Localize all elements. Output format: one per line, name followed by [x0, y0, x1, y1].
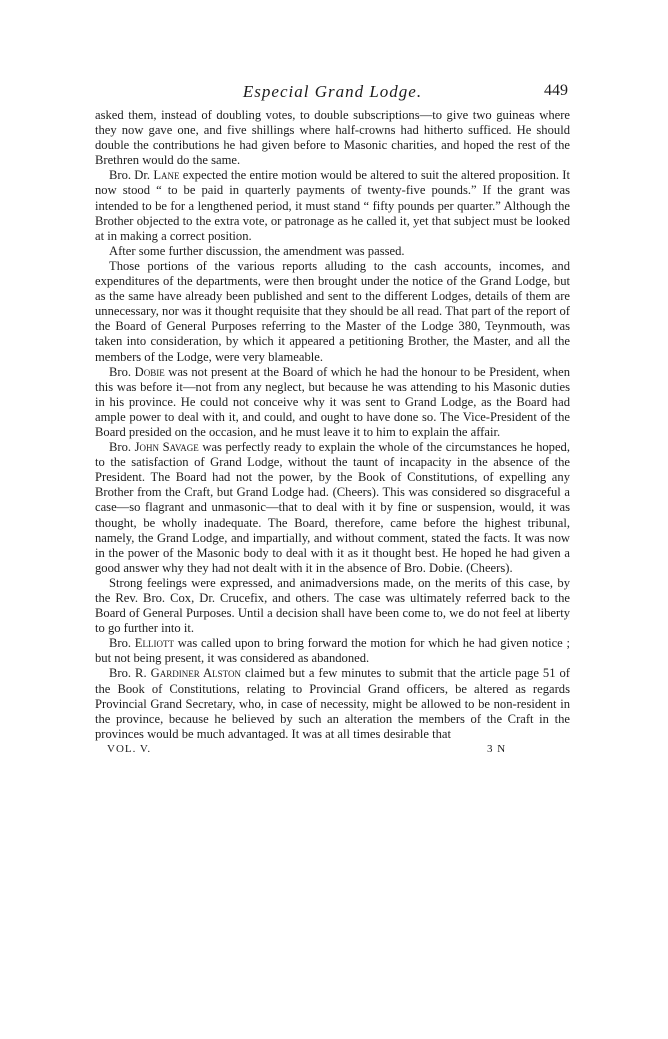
- book-page: [95, 82, 570, 759]
- paragraph-text: was not present at the Board of which he had the honour to be President, when this was before it—not from any neglect, but because he was attending to his Masonic duties in his province. He could not conceive why it was sent to Grand Lodge, as the Board had ample power to deal with it, and could, and ought to have done so. The Vice-President of the Board presided on the occasion, and he must leave it to him to explain the affair.: [95, 364, 571, 439]
- paragraph-text: Bro. Dr.: [109, 168, 154, 183]
- page-number: 449: [544, 82, 568, 99]
- running-title: Especial Grand Lodge.: [242, 82, 423, 101]
- speaker-name: Lane: [153, 168, 180, 183]
- volume-label: VOL. V.: [107, 742, 152, 755]
- speaker-name: John Savage: [134, 440, 199, 455]
- paragraph-p2: [95, 168, 570, 243]
- paragraph-text: Strong feelings were expressed, and animadversions made, on the merits of this case, by the Rev. Bro. Cox, Dr. Crucefix, and others. The case was ultimately referred back to the Board of General Purposes. Until a decision shall have been come to, we do not feel at liberty to go further into it.: [95, 575, 570, 636]
- paragraph-p3: [95, 244, 570, 259]
- paragraph-p9: [95, 666, 570, 741]
- page-footer: [95, 743, 570, 759]
- speaker-name: Gardiner Alston: [150, 666, 241, 681]
- signature-mark: 3 N: [487, 742, 507, 755]
- paragraph-p4: [95, 259, 570, 365]
- paragraph-p1: [95, 108, 570, 168]
- paragraph-text: was perfectly ready to explain the whole of the circumstances he hoped, to the satisfaction of Grand Lodge, without the taunt of incapacity in the absence of the President. The Board had not the power, by the Book of Constitutions, of expelling any Brother from the Craft, but Grand Lodge had. (Cheers). This was considered so disgraceful a case—so flagrant and unmasonic—that to deal with it by fine or suspension, would, it was thought, be wholly inadequate. The Board, therefore, came before the highest tribunal, namely, the Grand Lodge, and impartially, and without comment, stated the facts. It was now in the power of the Masonic body to deal with it as it thought best. He hoped he had given a good answer why they had not dealt with it in the absence of Bro. Dobie. (Cheers).: [95, 440, 570, 575]
- paragraph-p8: [95, 636, 570, 666]
- paragraph-text: After some further discussion, the amendment was passed.: [109, 243, 405, 258]
- paragraph-p5: [95, 365, 570, 440]
- speaker-name: Dobie: [134, 364, 165, 379]
- paragraph-p7: [95, 576, 570, 636]
- paragraph-p6: [95, 440, 570, 576]
- paragraph-text: Bro.: [109, 364, 135, 379]
- paragraph-text: was called upon to bring forward the motion for which he had given notice ; but not being present, it was considered as abandoned.: [95, 636, 570, 666]
- paragraph-text: Bro.: [109, 440, 135, 455]
- paragraph-text: asked them, instead of doubling votes, to double subscriptions—to give two guineas where they now gave one, and five shillings where half-crowns had hitherto sufficed. He should double the contributions he had given before to Masonic charities, and hoped the rest of the Brethren would do the same.: [95, 108, 570, 168]
- paragraph-text: expected the entire motion would be altered to suit the altered proposition. It now stood “ to be paid in quarterly payments of twenty-five pounds.” If the grant was intended to be for a lengthened period, it must stand “ fifty pounds per quarter.” Although the Brother objected to the extra vote, or patronage as he called it, yet that subject must be looked at in making a correct position.: [95, 168, 570, 243]
- paragraph-text: Bro. R.: [109, 666, 151, 681]
- body-text: [95, 108, 570, 742]
- speaker-name: Elliott: [134, 636, 174, 651]
- paragraph-text: claimed but a few minutes to submit that the article page 51 of the Book of Constitutions, relating to Provincial Grand officers, be altered as regards Provincial Grand Secretary, who, in case of necessity, might be allowed to be non-resident in the province, because he believed by such an alteration the members of the Craft in the provinces would be much advantaged. It was at all times desirable that: [95, 666, 570, 741]
- paragraph-text: Bro.: [109, 636, 135, 651]
- paragraph-text: Those portions of the various reports alluding to the cash accounts, incomes, and expenditures of the departments, were then brought under the notice of the Grand Lodge, but as the same have already been published and sent to the different Lodges, details of them are unnecessary, nor was it thought requisite that they should be all read. That part of the report of the Board of General Purposes referring to the Master of the Lodge 380, Teynmouth, was taken into consideration, by which it appeared a petitioning Brother, the Master, and all the members of the Lodge, were very blameable.: [95, 258, 570, 364]
- running-head: [95, 82, 570, 108]
